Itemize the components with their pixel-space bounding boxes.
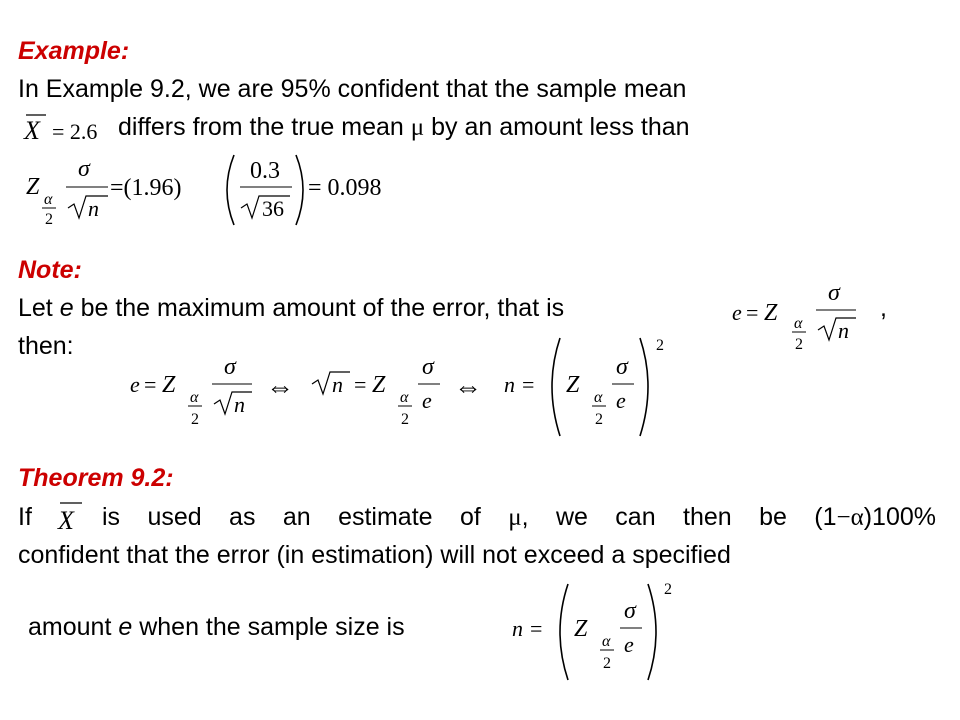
svg-text:=: =	[746, 300, 759, 325]
svg-text:=: =	[530, 616, 543, 641]
svg-text:=: =	[354, 372, 367, 397]
example-heading: Example:	[18, 37, 130, 65]
svg-text:Z: Z	[372, 372, 386, 398]
svg-text:σ: σ	[422, 354, 434, 380]
svg-text:σ: σ	[624, 598, 636, 624]
svg-text:n: n	[234, 392, 245, 417]
equals-2-6: = 2.6	[52, 119, 98, 144]
svg-text:=(1.96): =(1.96)	[110, 175, 182, 201]
svg-text:n: n	[504, 372, 515, 397]
svg-text:2: 2	[795, 336, 803, 353]
example-line-2-text: differs from the true mean	[118, 113, 404, 141]
svg-text:α: α	[602, 633, 611, 650]
svg-text:2: 2	[656, 337, 664, 354]
example-formula	[24, 150, 382, 230]
svg-text:Z: Z	[574, 616, 588, 642]
svg-text:n: n	[88, 196, 99, 221]
svg-text:e: e	[732, 300, 742, 325]
note-line-1: Let e be the maximum amount of the error, that is	[18, 294, 565, 322]
svg-text:Z: Z	[162, 372, 176, 398]
svg-text:α: α	[794, 315, 803, 332]
example-line-1: In Example 9.2, we are 95% confident that the sample mean	[18, 75, 687, 103]
svg-text:2: 2	[595, 411, 603, 428]
svg-text:2: 2	[603, 655, 611, 672]
svg-text:e: e	[616, 388, 626, 413]
note-comma: ,	[880, 294, 887, 322]
svg-text:=: =	[144, 372, 157, 397]
svg-text:X: X	[58, 506, 74, 535]
svg-text:σ: σ	[616, 354, 628, 380]
svg-text:= 0.098: = 0.098	[308, 175, 382, 201]
theorem-line-2: confident that the error (in estimation) will not exceed a specified	[18, 541, 731, 569]
svg-text:α: α	[44, 191, 53, 208]
error-definition-formula	[730, 276, 860, 356]
xbar-symbol: X	[24, 116, 40, 145]
svg-text:e: e	[130, 372, 140, 397]
svg-text:σ: σ	[78, 156, 90, 182]
svg-text:Z: Z	[566, 372, 580, 398]
iff-arrow-1: ⇔	[266, 372, 294, 403]
theorem-formula	[510, 578, 710, 684]
svg-text:=: =	[522, 372, 535, 397]
svg-text:36: 36	[262, 196, 284, 221]
svg-text:Z: Z	[26, 174, 40, 200]
svg-text:n: n	[512, 616, 523, 641]
svg-text:σ: σ	[224, 354, 236, 380]
svg-text:n: n	[332, 372, 343, 397]
formula-sqrt-n	[312, 354, 440, 428]
svg-text:α: α	[594, 389, 603, 406]
example-line-2	[118, 112, 690, 143]
theorem-heading: Theorem 9.2:	[18, 464, 174, 492]
svg-text:2: 2	[45, 211, 53, 228]
svg-text:n: n	[838, 318, 849, 343]
svg-text:2: 2	[664, 581, 672, 598]
formula-n	[504, 337, 664, 436]
note-line-2: then:	[18, 332, 74, 360]
xbar-equals-2-6	[22, 108, 122, 146]
iff-arrow-2: ⇔	[454, 372, 482, 403]
svg-text:α: α	[190, 389, 199, 406]
svg-text:α: α	[400, 389, 409, 406]
svg-text:0.3: 0.3	[250, 158, 280, 184]
svg-text:σ: σ	[828, 280, 840, 306]
svg-text:Z: Z	[764, 300, 778, 326]
example-line-2-end: by an amount less than	[431, 113, 690, 141]
sample-size-derivation	[128, 332, 678, 438]
svg-text:e: e	[624, 632, 634, 657]
theorem-if: If	[18, 503, 32, 531]
theorem-xbar	[56, 496, 96, 536]
note-heading: Note:	[18, 256, 82, 284]
theorem-line-1: is used as an estimate of μ, we can then be (1−α)100%	[102, 503, 936, 531]
mu-symbol: μ	[410, 114, 425, 141]
theorem-line-3: amount e when the sample size is	[28, 613, 405, 641]
formula-e	[130, 354, 252, 428]
svg-text:2: 2	[191, 411, 199, 428]
svg-text:2: 2	[401, 411, 409, 428]
svg-text:e: e	[422, 388, 432, 413]
